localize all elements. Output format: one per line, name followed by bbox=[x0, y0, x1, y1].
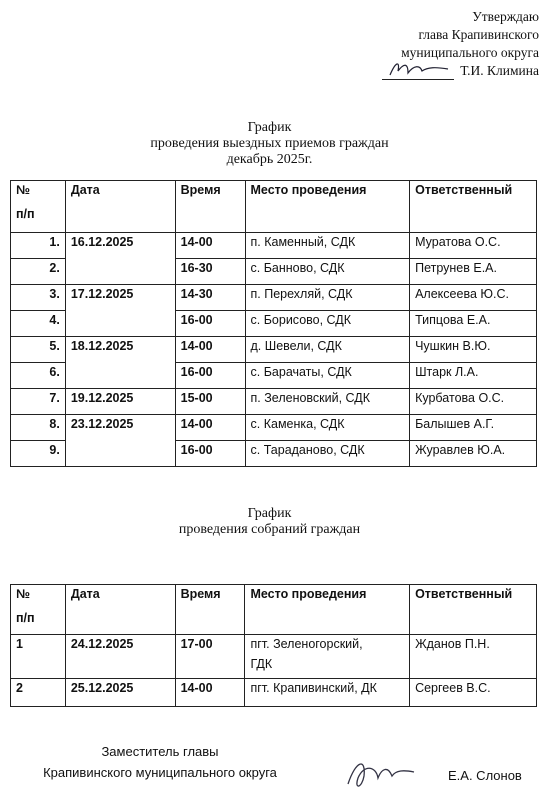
row-place: с. Каменка, СДК bbox=[245, 415, 410, 441]
header-num bbox=[11, 181, 66, 233]
row-time: 15-00 bbox=[175, 389, 245, 415]
signature-line bbox=[382, 63, 454, 80]
receptions-title-line2: проведения выездных приемов граждан bbox=[150, 136, 389, 151]
row-time: 14-00 bbox=[175, 337, 245, 363]
row-date: 23.12.2025 bbox=[65, 415, 175, 467]
table-row bbox=[11, 389, 537, 415]
header-responsible: Ответственный bbox=[410, 585, 537, 635]
row-responsible: Журавлев Ю.А. bbox=[410, 441, 537, 467]
row-time: 14-30 bbox=[175, 285, 245, 311]
row-time: 14-00 bbox=[175, 679, 245, 707]
approval-signature-row bbox=[319, 62, 539, 80]
row-responsible: Чушкин В.Ю. bbox=[410, 337, 537, 363]
footer-signature-icon bbox=[342, 754, 418, 796]
footer-position-line2: Крапивинского муниципального округа bbox=[43, 765, 277, 780]
row-time: 14-00 bbox=[175, 415, 245, 441]
receptions-title bbox=[0, 120, 539, 168]
row-date: 16.12.2025 bbox=[65, 233, 175, 285]
row-time: 16-30 bbox=[175, 259, 245, 285]
row-num: 2. bbox=[11, 259, 66, 285]
header-date: Дата bbox=[65, 181, 175, 233]
row-num: 7. bbox=[11, 389, 66, 415]
row-place: п. Зеленовский, СДК bbox=[245, 389, 410, 415]
approval-block bbox=[319, 8, 539, 80]
table-row bbox=[11, 679, 537, 707]
header-num-line1: № bbox=[16, 587, 30, 601]
table-row bbox=[11, 635, 537, 679]
row-time: 14-00 bbox=[175, 233, 245, 259]
header-place: Место проведения bbox=[245, 181, 410, 233]
approval-line3: муниципального округа bbox=[401, 45, 539, 60]
row-responsible: Петрунев Е.А. bbox=[410, 259, 537, 285]
footer-position bbox=[0, 744, 320, 780]
row-place: с. Барачаты, СДК bbox=[245, 363, 410, 389]
row-responsible: Курбатова О.С. bbox=[410, 389, 537, 415]
table-header-row bbox=[11, 585, 537, 635]
row-place-line2: ГДК bbox=[250, 657, 273, 671]
header-time: Время bbox=[175, 181, 245, 233]
row-responsible: Жданов П.Н. bbox=[410, 635, 537, 679]
row-place: с. Тараданово, СДК bbox=[245, 441, 410, 467]
row-responsible: Типцова Е.А. bbox=[410, 311, 537, 337]
row-time: 17-00 bbox=[175, 635, 245, 679]
table-header-row bbox=[11, 181, 537, 233]
row-place: с. Банново, СДК bbox=[245, 259, 410, 285]
meetings-title-line1: График bbox=[247, 506, 292, 521]
receptions-table bbox=[10, 180, 537, 467]
table-row bbox=[11, 337, 537, 363]
table-row bbox=[11, 233, 537, 259]
meetings-title bbox=[0, 506, 539, 538]
row-num: 4. bbox=[11, 311, 66, 337]
row-responsible: Штарк Л.А. bbox=[410, 363, 537, 389]
row-place: п. Каменный, СДК bbox=[245, 233, 410, 259]
row-date: 19.12.2025 bbox=[65, 389, 175, 415]
approval-name: Т.И. Климина bbox=[460, 63, 539, 78]
signature-icon bbox=[386, 59, 452, 79]
header-num-line2: п/п bbox=[16, 611, 35, 625]
row-num: 8. bbox=[11, 415, 66, 441]
row-responsible: Сергеев В.С. bbox=[410, 679, 537, 707]
row-place bbox=[245, 635, 410, 679]
header-date: Дата bbox=[65, 585, 175, 635]
row-num: 1 bbox=[11, 635, 66, 679]
row-num: 5. bbox=[11, 337, 66, 363]
receptions-title-line3: декабрь 2025г. bbox=[226, 152, 313, 167]
header-num-line1: № bbox=[16, 183, 30, 197]
row-num: 2 bbox=[11, 679, 66, 707]
receptions-title-line1: График bbox=[247, 120, 292, 135]
row-num: 3. bbox=[11, 285, 66, 311]
approval-line1: Утверждаю bbox=[472, 9, 539, 24]
meetings-table bbox=[10, 584, 537, 707]
row-date: 25.12.2025 bbox=[65, 679, 175, 707]
row-date: 24.12.2025 bbox=[65, 635, 175, 679]
header-time: Время bbox=[175, 585, 245, 635]
approval-line2: глава Крапивинского bbox=[418, 27, 539, 42]
row-date: 17.12.2025 bbox=[65, 285, 175, 337]
row-num: 1. bbox=[11, 233, 66, 259]
row-time: 16-00 bbox=[175, 311, 245, 337]
row-place: с. Борисово, СДК bbox=[245, 311, 410, 337]
row-num: 6. bbox=[11, 363, 66, 389]
row-place-line1: пгт. Зеленогорский, bbox=[250, 637, 363, 651]
row-responsible: Алексеева Ю.С. bbox=[410, 285, 537, 311]
table-row bbox=[11, 415, 537, 441]
table-row bbox=[11, 285, 537, 311]
footer-position-line1: Заместитель главы bbox=[101, 744, 219, 759]
row-place: п. Перехляй, СДК bbox=[245, 285, 410, 311]
row-time: 16-00 bbox=[175, 441, 245, 467]
row-responsible: Муратова О.С. bbox=[410, 233, 537, 259]
row-place: пгт. Крапивинский, ДК bbox=[245, 679, 410, 707]
meetings-title-line2: проведения собраний граждан bbox=[178, 522, 361, 537]
header-num bbox=[11, 585, 66, 635]
row-place: д. Шевели, СДК bbox=[245, 337, 410, 363]
row-time: 16-00 bbox=[175, 363, 245, 389]
row-num: 9. bbox=[11, 441, 66, 467]
header-num-line2: п/п bbox=[16, 207, 35, 221]
header-responsible: Ответственный bbox=[410, 181, 537, 233]
footer-name: Е.А. Слонов bbox=[448, 768, 522, 783]
header-place: Место проведения bbox=[245, 585, 410, 635]
row-date: 18.12.2025 bbox=[65, 337, 175, 389]
row-responsible: Балышев А.Г. bbox=[410, 415, 537, 441]
